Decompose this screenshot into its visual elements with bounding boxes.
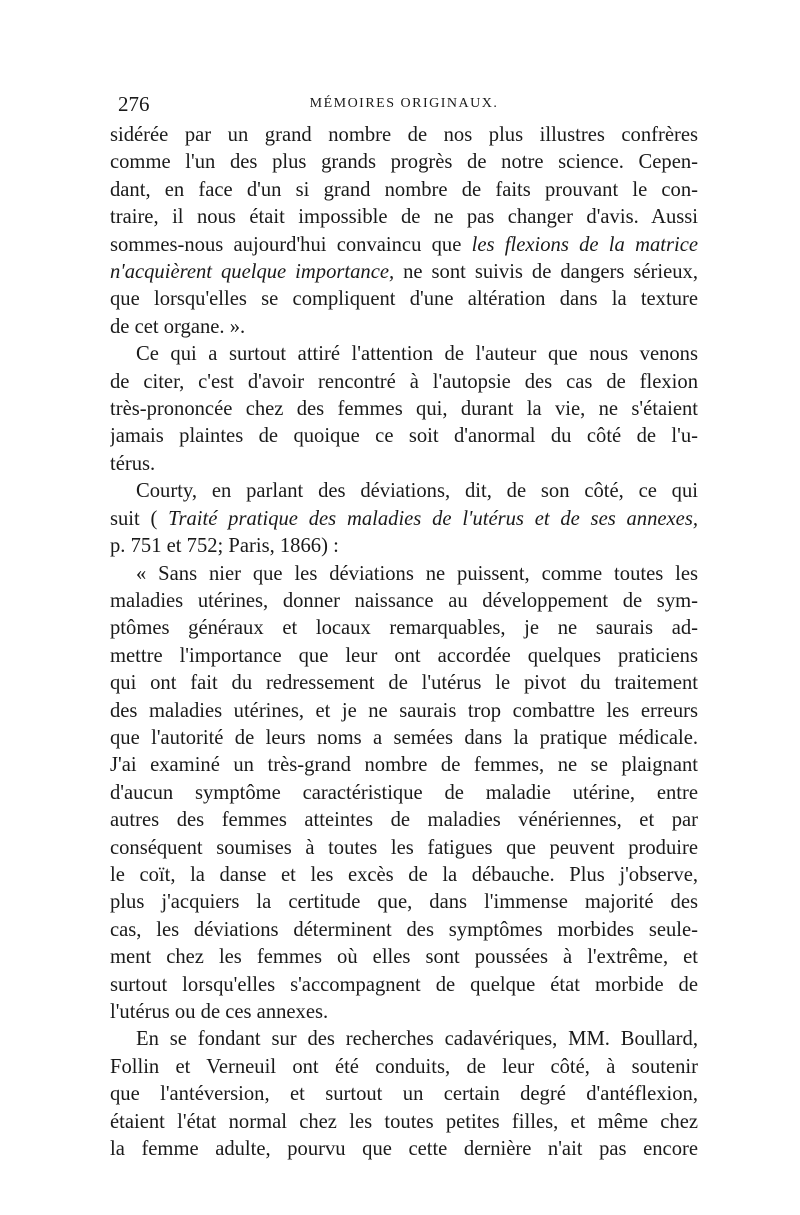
text-line: le coït, la danse et les excès de la débauche. Plus j'observe, <box>110 863 698 886</box>
page-number: 276 <box>118 92 150 116</box>
text-line: ment chez les femmes où elles sont poussées à l'extrême, et <box>110 946 698 969</box>
book-title: Traité pratique des maladies de l'utérus et de ses annexes, <box>168 507 698 530</box>
text-line: cas, les déviations déterminent des symptômes morbides seule- <box>110 918 698 941</box>
text-line: térus. <box>110 452 156 475</box>
italic-quote: n'acquièrent quelque importance, <box>110 261 395 284</box>
text-line: dant, en face d'un si grand nombre de faits prouvant le con- <box>110 178 698 201</box>
paragraph-start: Courty, en parlant des déviations, dit, de son côté, ce qui <box>136 480 698 503</box>
text-line: des maladies utérines, et je ne saurais trop combattre les erreurs <box>110 699 698 722</box>
text-line: J'ai examiné un très-grand nombre de femmes, ne se plaignant <box>110 754 698 777</box>
body-text <box>110 122 698 1163</box>
text-line <box>110 506 698 533</box>
running-title: MÉMOIRES ORIGINAUX. <box>309 96 499 111</box>
page-header <box>110 92 698 122</box>
text-line: que l'autorité de leurs noms a semées dans la pratique médicale. <box>110 726 698 749</box>
text-line: Follin et Verneuil ont été conduits, de leur côté, à soutenir <box>110 1055 698 1078</box>
text-segment: ne sont suivis de dangers sérieux, <box>394 261 698 284</box>
text-line: plus j'acquiers la certitude que, dans l'immense majorité des <box>110 891 698 914</box>
text-line <box>110 259 698 286</box>
text-segment: suit ( <box>110 507 169 530</box>
text-line: d'aucun symptôme caractéristique de maladie utérine, entre <box>110 781 698 804</box>
book-page <box>110 92 698 1163</box>
quote-start: « Sans nier que les déviations ne puissent, comme toutes les <box>136 562 698 585</box>
text-line: conséquent soumises à toutes les fatigues que peuvent produire <box>110 836 698 859</box>
text-line: la femme adulte, pourvu que cette dernière n'ait pas encore <box>110 1138 698 1161</box>
text-segment: sommes-nous aujourd'hui convaincu que <box>110 233 472 256</box>
text-line: très-prononcée chez des femmes qui, durant la vie, ne s'étaient <box>110 398 698 421</box>
paragraph-start: En se fondant sur des recherches cadavériques, MM. Boullard, <box>136 1028 698 1051</box>
text-line: que l'antéversion, et surtout un certain degré d'antéflexion, <box>110 1083 698 1106</box>
text-line: autres des femmes atteintes de maladies vénériennes, et par <box>110 809 698 832</box>
text-line: surtout lorsqu'elles s'accompagnent de quelque état morbide de <box>110 973 698 996</box>
text-line: comme l'un des plus grands progrès de notre science. Cepen- <box>110 151 698 174</box>
text-line: de cet organe. ». <box>110 315 246 338</box>
text-line <box>110 232 698 259</box>
text-line: qui ont fait du redressement de l'utérus le pivot du traitement <box>110 672 698 695</box>
text-line: l'utérus ou de ces annexes. <box>110 1001 329 1023</box>
text-line: que lorsqu'elles se compliquent d'une altération dans la texture <box>110 288 698 311</box>
text-line: sidérée par un grand nombre de nos plus illustres confrères <box>110 124 698 146</box>
text-line: de citer, c'est d'avoir rencontré à l'autopsie des cas de flexion <box>110 370 698 393</box>
text-line: mettre l'importance que leur ont accordée quelques praticiens <box>110 644 698 667</box>
text-line: maladies utérines, donner naissance au développement de sym- <box>110 589 698 612</box>
text-line: p. 751 et 752; Paris, 1866) : <box>110 535 339 558</box>
text-line: traire, il nous était impossible de ne pas changer d'avis. Aussi <box>110 206 698 229</box>
text-line: ptômes généraux et locaux remarquables, je ne saurais ad- <box>110 617 698 640</box>
italic-quote: les flexions de la matrice <box>471 233 698 256</box>
text-line: étaient l'état normal chez les toutes petites filles, et même chez <box>110 1110 698 1133</box>
paragraph-start: Ce qui a surtout attiré l'attention de l'auteur que nous venons <box>136 343 698 366</box>
text-line: jamais plaintes de quoique ce soit d'anormal du côté de l'u- <box>110 425 698 448</box>
